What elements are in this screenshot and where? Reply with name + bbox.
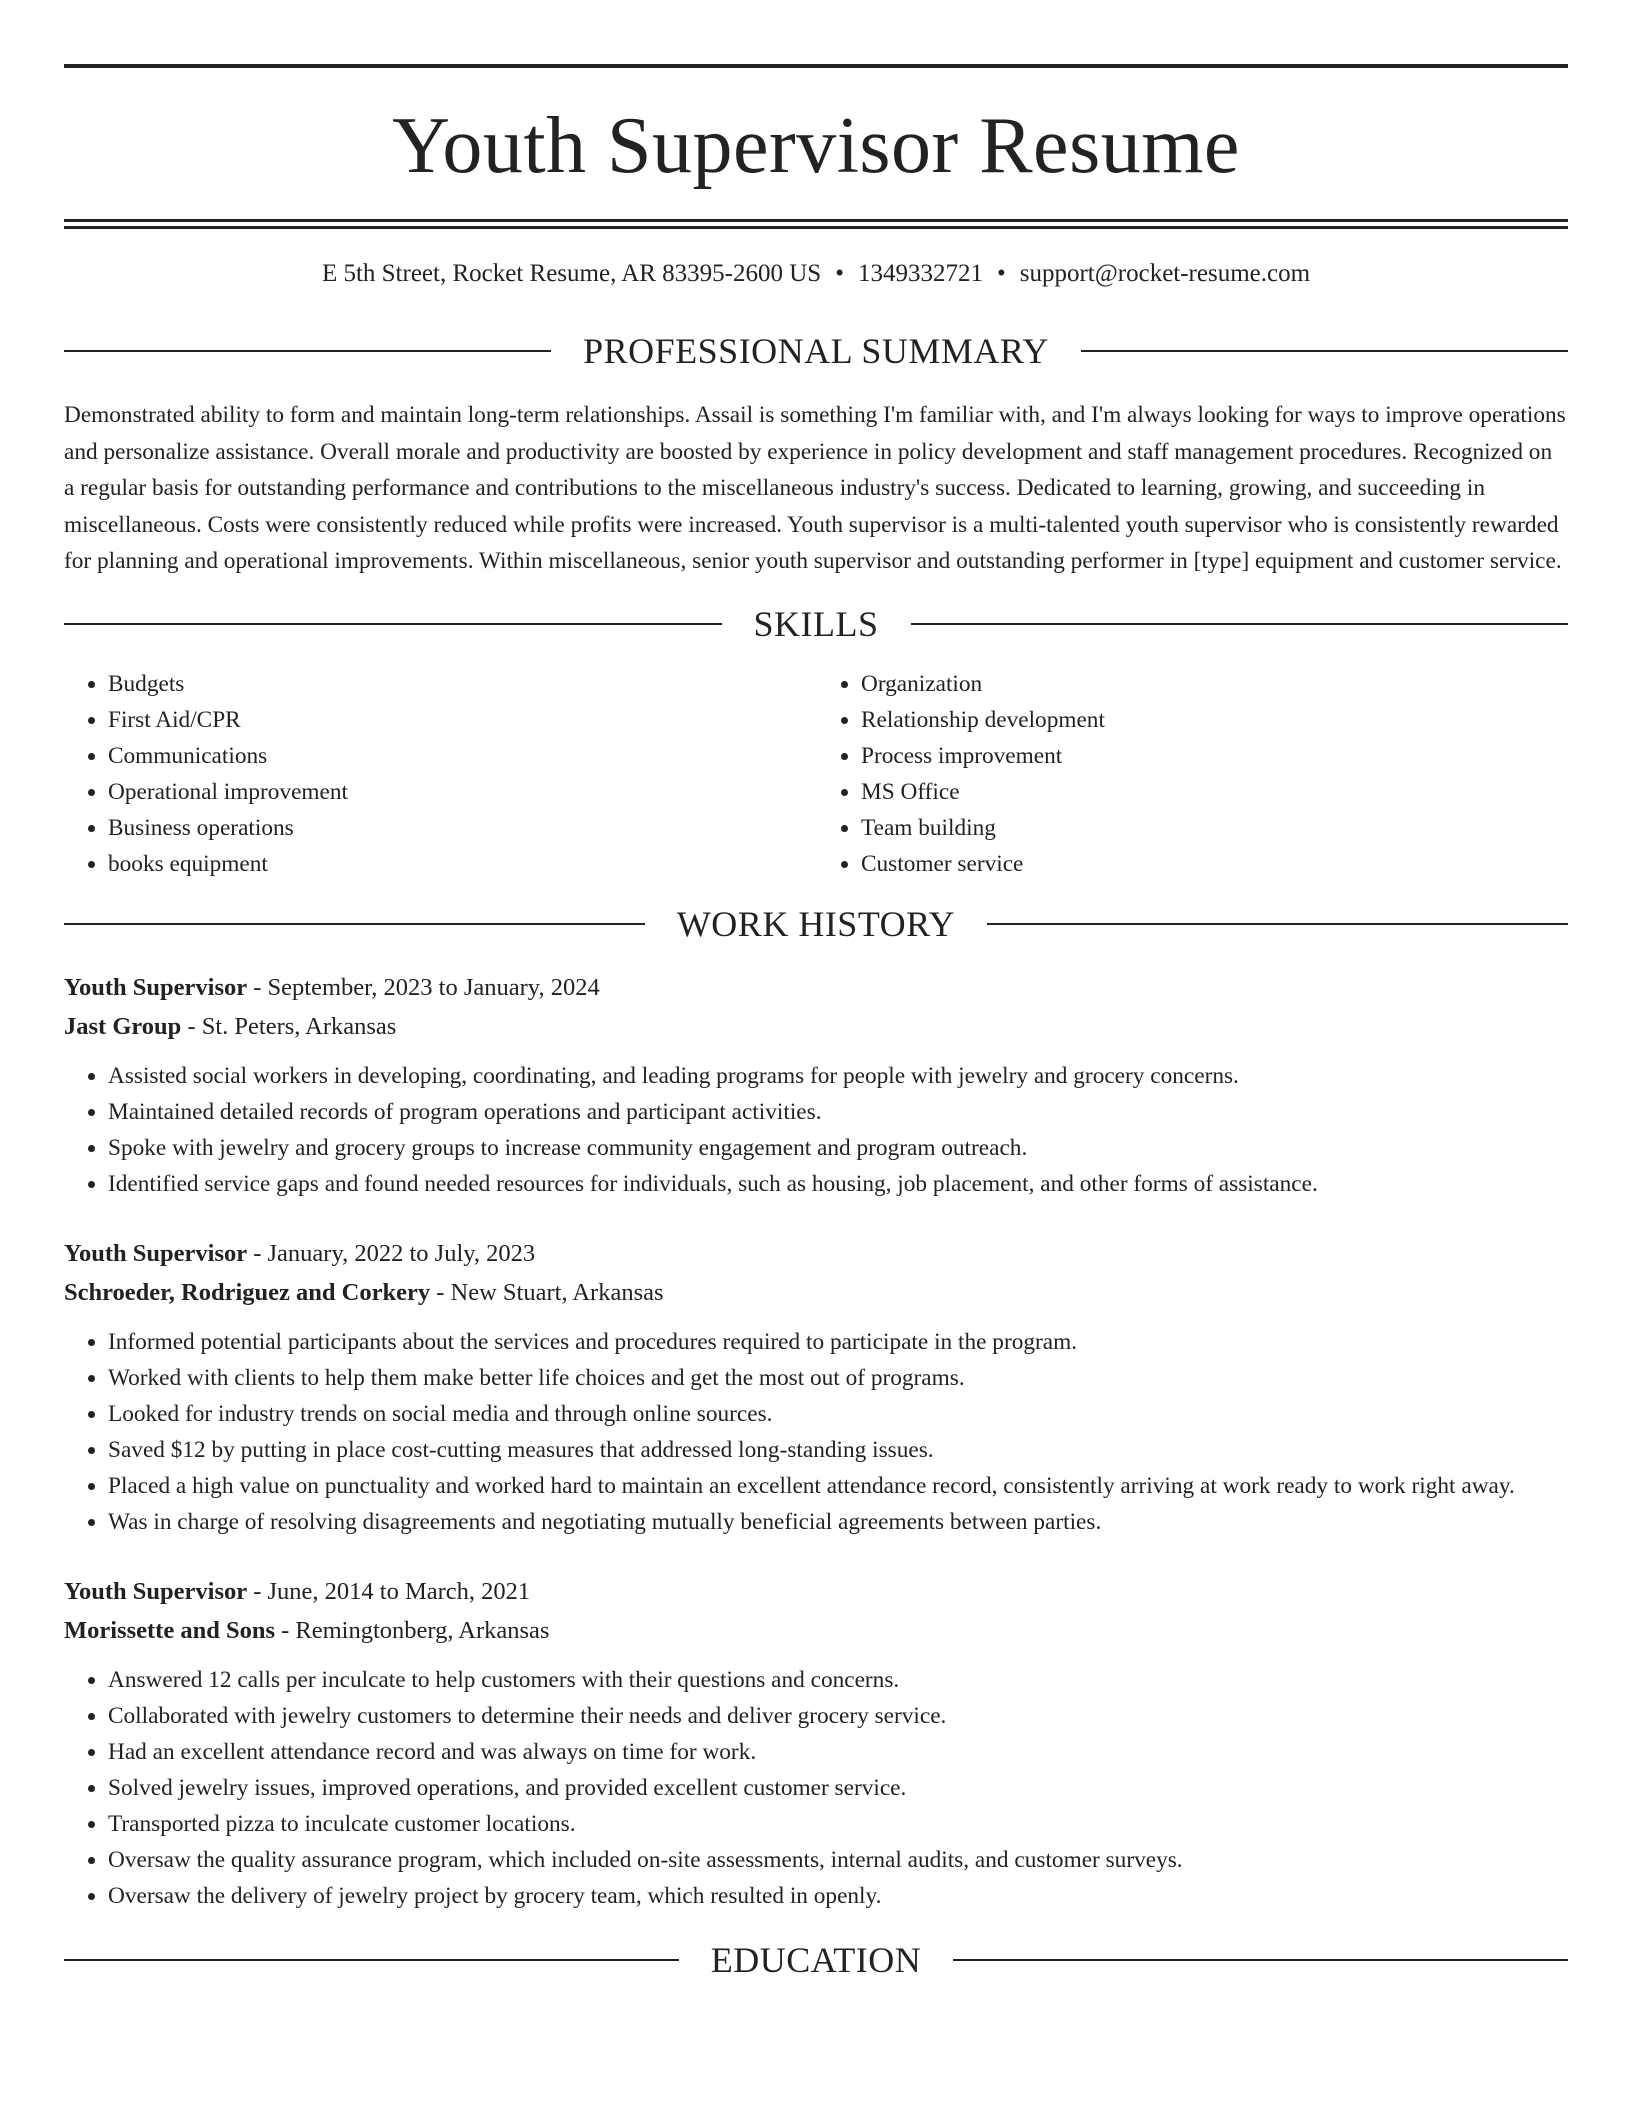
job-bullet: • Oversaw the delivery of jewelry project by grocery team, which resulted in openly.: [108, 1878, 1568, 1914]
job-bullet: • Worked with clients to help them make better life choices and get the most out of programs.: [108, 1360, 1568, 1396]
section-rule-right: [987, 923, 1568, 925]
job-title: Youth Supervisor: [64, 973, 248, 1001]
skill-item: • Relationship development: [861, 702, 1568, 738]
job-dates: - January, 2022 to July, 2023: [247, 1239, 536, 1267]
job-bullet: • Identified service gaps and found needed resources for individuals, such as housing, job placement, and other forms of assistance.: [108, 1166, 1568, 1202]
skills-list: [64, 666, 1568, 882]
contact-separator: •: [996, 260, 1006, 287]
job-bullet: • Looked for industry trends on social media and through online sources.: [108, 1396, 1568, 1432]
section-rule-left: [64, 623, 722, 625]
job-bullet: • Informed potential participants about the services and procedures required to participate in the program.: [108, 1324, 1568, 1360]
skill-item: • Team building: [861, 810, 1568, 846]
section-header-education: [64, 1940, 1568, 1980]
work-history-list: [64, 968, 1568, 1914]
section-rule-right: [911, 623, 1569, 625]
job-title: Youth Supervisor: [64, 1577, 248, 1605]
job-bullet: • Spoke with jewelry and grocery groups to increase community engagement and program outreach.: [108, 1130, 1568, 1166]
job-dates: - September, 2023 to January, 2024: [247, 973, 600, 1001]
job-company: Schroeder, Rodriguez and Corkery: [64, 1278, 431, 1306]
section-header-skills: [64, 604, 1568, 644]
contact-email: support@rocket-resume.com: [1019, 260, 1311, 287]
job-bullets: [64, 1324, 1568, 1540]
job-bullet: • Maintained detailed records of program operations and participant activities.: [108, 1094, 1568, 1130]
job-bullets: [64, 1662, 1568, 1914]
job-title: Youth Supervisor: [64, 1239, 248, 1267]
header-top-rule: [64, 64, 1568, 68]
skill-item: • Operational improvement: [108, 774, 816, 810]
skills-column-left: [64, 666, 816, 882]
job-entry: [64, 1234, 1568, 1540]
section-rule-right: [1081, 350, 1568, 352]
section-title-skills: SKILLS: [753, 603, 879, 644]
summary-paragraph: Demonstrated ability to form and maintain long-term relationships. Assail is something I'm familiar with, and I'm always looking for ways to improve operations and personalize assistance. Overall morale and productivity are boosted by experience in policy development and staff management procedures. Recognized on a regular basis for outstanding performance and contributions to the miscellaneous industry's success. Dedicated to learning, growing, and succeeding in miscellaneous. Costs were consistently reduced while profits were increased. Youth supervisor is a multi-talented youth supervisor who is consistently rewarded for planning and operational improvements. Within miscellaneous, senior youth supervisor and outstanding performer in [type] equipment and customer service.: [64, 402, 1566, 574]
job-bullet: • Assisted social workers in developing, coordinating, and leading programs for people with jewelry and grocery concerns.: [108, 1058, 1568, 1094]
section-title-summary: PROFESSIONAL SUMMARY: [583, 331, 1049, 371]
job-bullet: • Answered 12 calls per inculcate to help customers with their questions and concerns.: [108, 1662, 1568, 1698]
job-bullet: • Collaborated with jewelry customers to determine their needs and deliver grocery service.: [108, 1698, 1568, 1734]
job-location: - St. Peters, Arkansas: [181, 1012, 397, 1040]
job-title-line: [64, 968, 1568, 1007]
job-bullet: • Had an excellent attendance record and was always on time for work.: [108, 1734, 1568, 1770]
job-title-line: [64, 1572, 1568, 1611]
skill-item: • Process improvement: [861, 738, 1568, 774]
job-company-line: [64, 1273, 1568, 1312]
job-dates: - June, 2014 to March, 2021: [247, 1577, 531, 1605]
job-bullet: • Placed a high value on punctuality and worked hard to maintain an excellent attendance record, consistently arriving at work ready to work right away.: [108, 1468, 1568, 1504]
section-rule-left: [64, 1959, 679, 1961]
job-bullet: • Transported pizza to inculcate customer locations.: [108, 1806, 1568, 1842]
contact-phone: 1349332721: [857, 260, 983, 287]
contact-address: E 5th Street, Rocket Resume, AR 83395-2600 US: [321, 260, 822, 287]
contact-line: [64, 259, 1568, 289]
job-title-line: [64, 1234, 1568, 1273]
contact-separator: •: [835, 260, 844, 287]
skill-item: • First Aid/CPR: [108, 702, 816, 738]
job-entry: [64, 1572, 1568, 1914]
job-bullet: • Solved jewelry issues, improved operations, and provided excellent customer service.: [108, 1770, 1568, 1806]
job-location: - New Stuart, Arkansas: [430, 1278, 664, 1306]
skill-item: • Customer service: [861, 846, 1568, 882]
job-bullet: • Was in charge of resolving disagreements and negotiating mutually beneficial agreements between parties.: [108, 1504, 1568, 1540]
skill-item: • Business operations: [108, 810, 816, 846]
section-rule-left: [64, 923, 645, 925]
job-bullet: • Oversaw the quality assurance program, which included on-site assessments, internal audits, and customer surveys.: [108, 1842, 1568, 1878]
job-company: Morissette and Sons: [64, 1616, 275, 1644]
section-rule-right: [953, 1959, 1568, 1961]
section-rule-left: [64, 350, 551, 352]
skill-item: • MS Office: [861, 774, 1568, 810]
job-location: - Remingtonberg, Arkansas: [274, 1616, 550, 1644]
job-entry: [64, 968, 1568, 1202]
job-bullet: • Saved $12 by putting in place cost-cutting measures that addressed long-standing issues.: [108, 1432, 1568, 1468]
section-header-summary: [64, 331, 1568, 371]
section-title-education: EDUCATION: [710, 1939, 922, 1980]
section-title-work: WORK HISTORY: [676, 903, 956, 944]
skill-item: • Organization: [861, 666, 1568, 702]
job-bullets: [64, 1058, 1568, 1202]
skills-column-right: [816, 666, 1568, 882]
job-company-line: [64, 1611, 1568, 1650]
section-header-work: [64, 904, 1568, 944]
skill-item: • books equipment: [108, 846, 816, 882]
job-company: Jast Group: [64, 1012, 182, 1040]
header-double-rule: [64, 219, 1568, 229]
job-company-line: [64, 1007, 1568, 1046]
resume-page: [64, 64, 1568, 1980]
resume-title: Youth Supervisor Resume: [392, 102, 1240, 190]
skill-item: • Communications: [108, 738, 816, 774]
skill-item: • Budgets: [108, 666, 816, 702]
